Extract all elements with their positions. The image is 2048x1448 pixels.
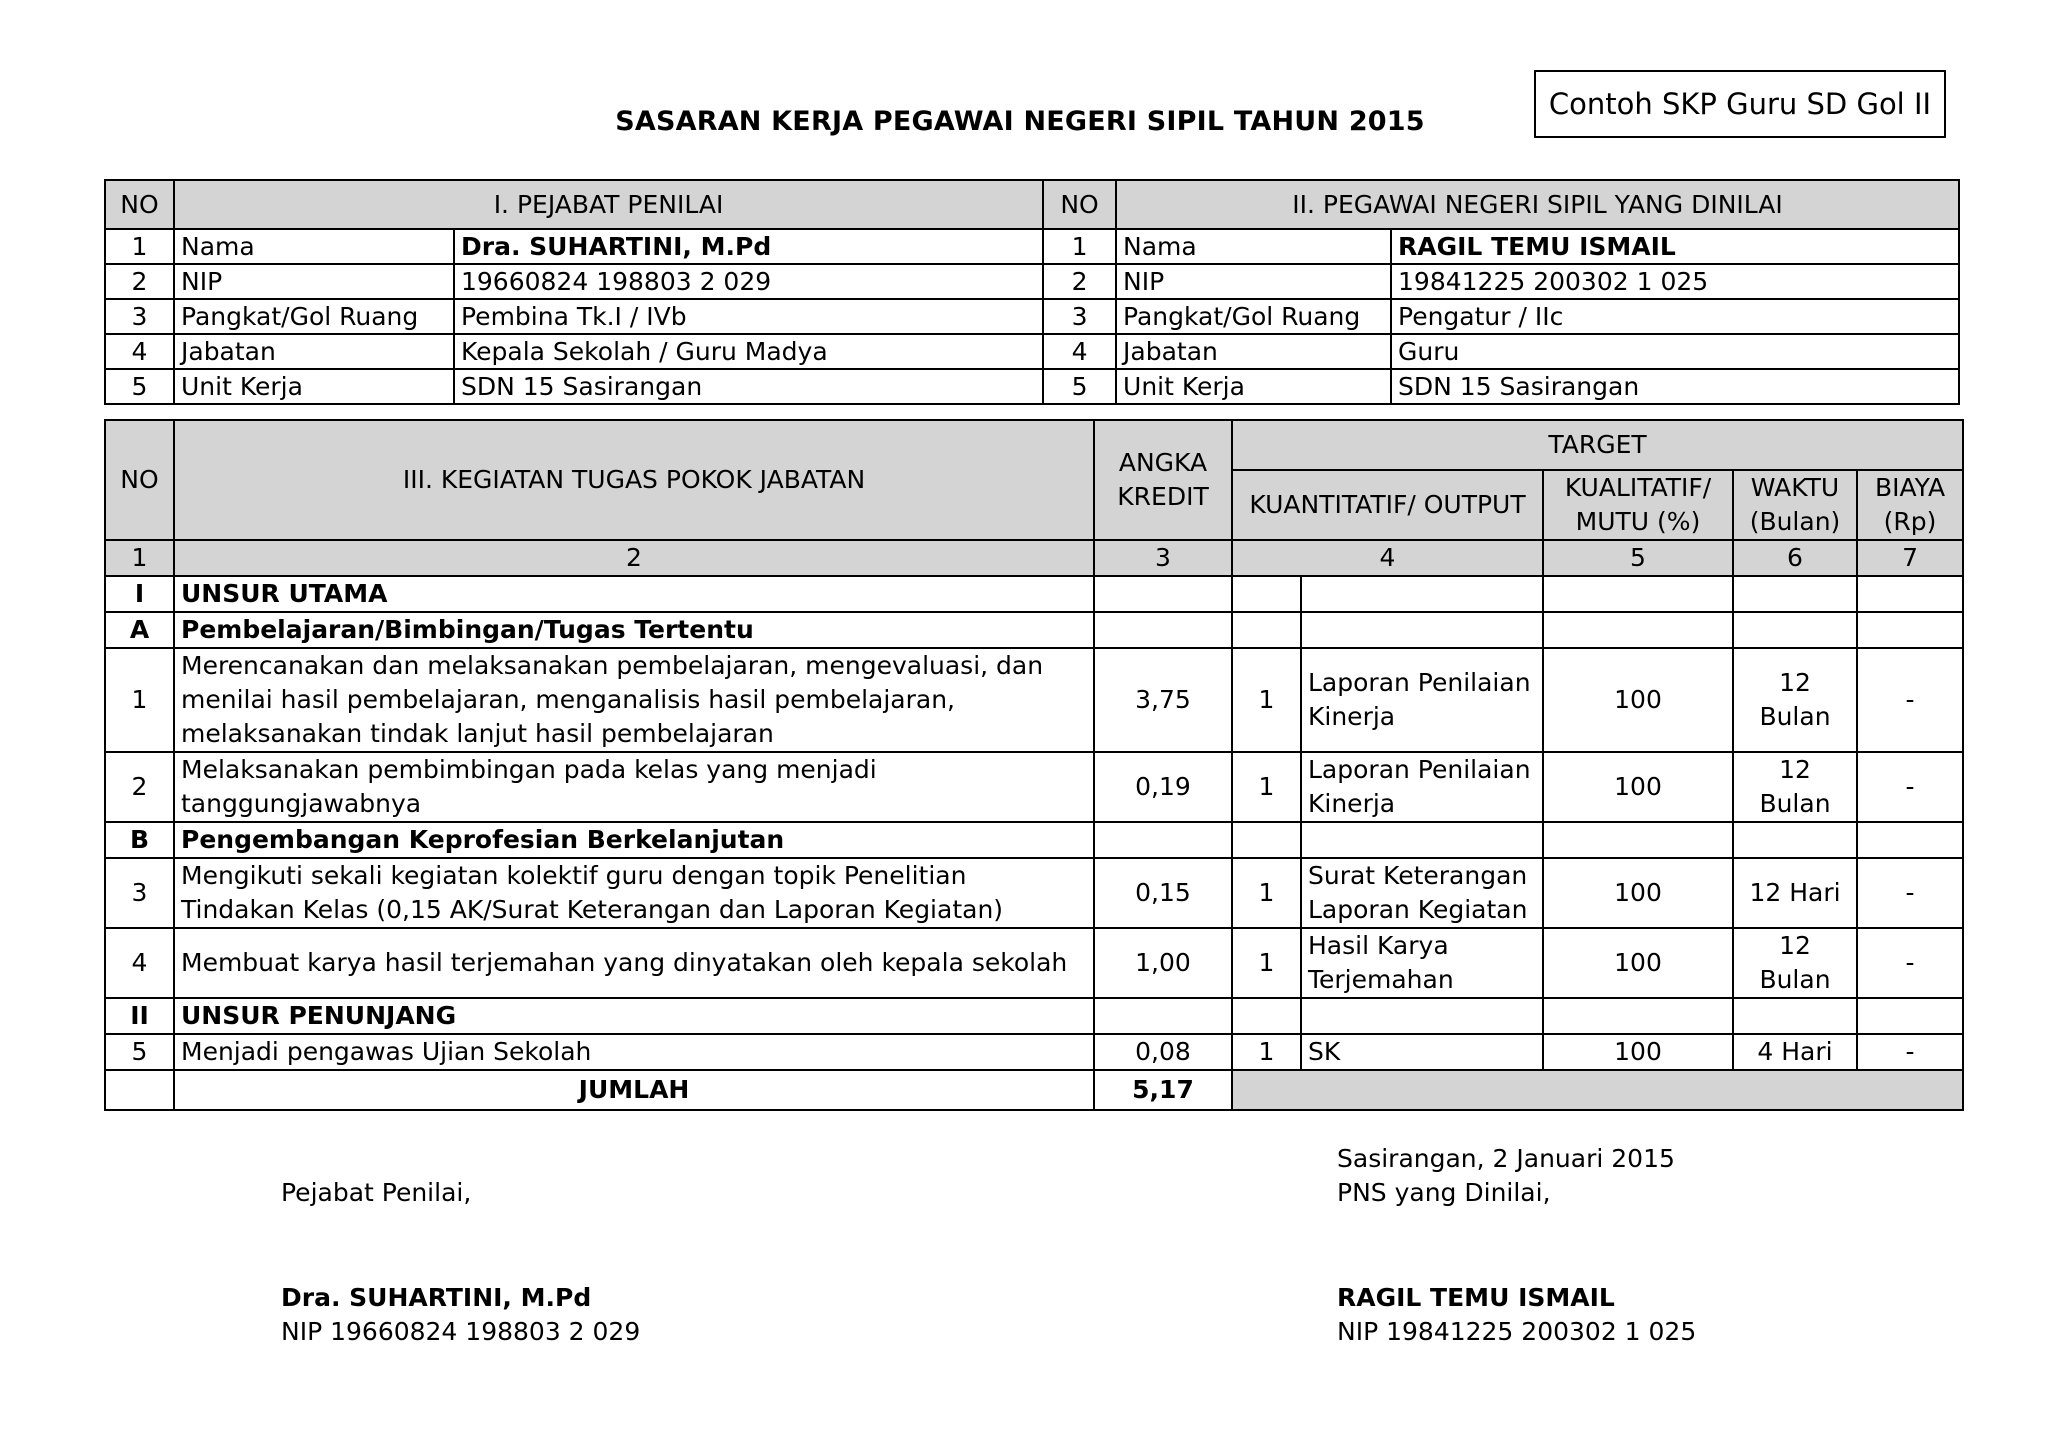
example-tag-label: Contoh SKP Guru SD Gol II — [1548, 87, 1932, 121]
task-output: Laporan Penilaian Kinerja — [1301, 648, 1543, 752]
task-header-target: TARGET — [1232, 420, 1963, 470]
place-date: Sasirangan, 2 Januari 2015 — [1337, 1144, 1675, 1173]
task-row — [105, 928, 1963, 998]
total-shaded-cell — [1232, 1070, 1963, 1110]
column-number: 7 — [1857, 540, 1963, 576]
row-value: RAGIL TEMU ISMAIL — [1391, 229, 1959, 264]
row-no: 5 — [105, 369, 174, 404]
row-no: 3 — [1043, 299, 1116, 334]
total-label: JUMLAH — [174, 1070, 1094, 1110]
task-no: 4 — [105, 928, 174, 998]
task-no: 2 — [105, 752, 174, 822]
identity-row — [105, 299, 1959, 334]
task-quantity: 1 — [1232, 928, 1301, 998]
row-no: 5 — [1043, 369, 1116, 404]
group-label: Pembelajaran/Bimbingan/Tugas Tertentu — [174, 612, 1094, 648]
column-number: 3 — [1094, 540, 1232, 576]
task-mutu: 100 — [1543, 1034, 1733, 1070]
task-no: 5 — [105, 1034, 174, 1070]
row-value: Guru — [1391, 334, 1959, 369]
group-row — [105, 612, 1963, 648]
task-header-waktu: WAKTU (Bulan) — [1733, 470, 1857, 540]
identity-header-penilai: I. PEJABAT PENILAI — [174, 180, 1043, 229]
left-signature-name: Dra. SUHARTINI, M.Pd — [281, 1283, 592, 1312]
right-signature-name: RAGIL TEMU ISMAIL — [1337, 1283, 1615, 1312]
task-header-no: NO — [105, 420, 174, 540]
identity-row — [105, 264, 1959, 299]
total-value: 5,17 — [1094, 1070, 1232, 1110]
right-signature-nip: NIP 19841225 200302 1 025 — [1337, 1317, 1697, 1346]
task-mutu: 100 — [1543, 858, 1733, 928]
task-mutu: 100 — [1543, 928, 1733, 998]
right-signature-role: PNS yang Dinilai, — [1337, 1178, 1551, 1207]
left-signature — [281, 1176, 471, 1210]
row-value: 19841225 200302 1 025 — [1391, 264, 1959, 299]
task-header-kualitatif: KUALITATIF/ MUTU (%) — [1543, 470, 1733, 540]
row-no: 2 — [105, 264, 174, 299]
task-waktu: 12 Hari — [1733, 858, 1857, 928]
row-no: 2 — [1043, 264, 1116, 299]
task-desc: Membuat karya hasil terjemahan yang dinyatakan oleh kepala sekolah — [174, 928, 1094, 998]
task-output: Laporan Penilaian Kinerja — [1301, 752, 1543, 822]
left-signature-id — [281, 1281, 640, 1349]
right-signature — [1337, 1142, 1675, 1210]
row-label: Nama — [1116, 229, 1391, 264]
row-value: SDN 15 Sasirangan — [454, 369, 1043, 404]
row-value: Dra. SUHARTINI, M.Pd — [454, 229, 1043, 264]
identity-header-no: NO — [105, 180, 174, 229]
row-label: NIP — [1116, 264, 1391, 299]
task-header-angka-kredit: ANGKA KREDIT — [1094, 420, 1232, 540]
row-value: Pembina Tk.I / IVb — [454, 299, 1043, 334]
task-row — [105, 858, 1963, 928]
task-angka-kredit: 3,75 — [1094, 648, 1232, 752]
group-label: Pengembangan Keprofesian Berkelanjutan — [174, 822, 1094, 858]
task-waktu: 12 Bulan — [1733, 928, 1857, 998]
task-biaya: - — [1857, 928, 1963, 998]
column-number: 4 — [1232, 540, 1543, 576]
task-biaya: - — [1857, 648, 1963, 752]
task-desc: Menjadi pengawas Ujian Sekolah — [174, 1034, 1094, 1070]
row-label: NIP — [174, 264, 454, 299]
identity-header-no2: NO — [1043, 180, 1116, 229]
task-desc: Merencanakan dan melaksanakan pembelajaran, mengevaluasi, dan menilai hasil pembelajaran, menganalisis hasil pembelajaran, melaksanakan tindak lanjut hasil pembelajaran — [174, 648, 1094, 752]
task-angka-kredit: 0,08 — [1094, 1034, 1232, 1070]
row-no: 1 — [1043, 229, 1116, 264]
task-quantity: 1 — [1232, 858, 1301, 928]
group-no: A — [105, 612, 174, 648]
task-header-kuantitatif: KUANTITATIF/ OUTPUT — [1232, 470, 1543, 540]
task-table — [104, 419, 1964, 1111]
row-no: 4 — [105, 334, 174, 369]
identity-row — [105, 229, 1959, 264]
section-no: I — [105, 576, 174, 612]
task-desc: Mengikuti sekali kegiatan kolektif guru dengan topik Penelitian Tindakan Kelas (0,15 AK/Surat Keterangan dan Laporan Kegiatan) — [174, 858, 1094, 928]
task-quantity: 1 — [1232, 648, 1301, 752]
task-row — [105, 752, 1963, 822]
column-number: 2 — [174, 540, 1094, 576]
row-label: Pangkat/Gol Ruang — [1116, 299, 1391, 334]
task-quantity: 1 — [1232, 1034, 1301, 1070]
identity-header-pns: II. PEGAWAI NEGERI SIPIL YANG DINILAI — [1116, 180, 1959, 229]
row-value: Pengatur / IIc — [1391, 299, 1959, 334]
left-signature-role: Pejabat Penilai, — [281, 1178, 472, 1207]
task-mutu: 100 — [1543, 752, 1733, 822]
task-biaya: - — [1857, 858, 1963, 928]
row-value: 19660824 198803 2 029 — [454, 264, 1043, 299]
section-no: II — [105, 998, 174, 1034]
task-quantity: 1 — [1232, 752, 1301, 822]
task-output: SK — [1301, 1034, 1543, 1070]
left-signature-nip: NIP 19660824 198803 2 029 — [281, 1317, 641, 1346]
column-number: 5 — [1543, 540, 1733, 576]
example-tag-box — [1534, 70, 1946, 138]
task-no: 3 — [105, 858, 174, 928]
column-number: 1 — [105, 540, 174, 576]
row-value: Kepala Sekolah / Guru Madya — [454, 334, 1043, 369]
section-row — [105, 576, 1963, 612]
section-label: UNSUR UTAMA — [174, 576, 1094, 612]
section-row — [105, 998, 1963, 1034]
task-angka-kredit: 1,00 — [1094, 928, 1232, 998]
row-no: 3 — [105, 299, 174, 334]
task-angka-kredit: 0,15 — [1094, 858, 1232, 928]
row-label: Jabatan — [1116, 334, 1391, 369]
group-row — [105, 822, 1963, 858]
column-number: 6 — [1733, 540, 1857, 576]
document-title: SASARAN KERJA PEGAWAI NEGERI SIPIL TAHUN 2015 — [615, 106, 1425, 137]
task-mutu: 100 — [1543, 648, 1733, 752]
row-label: Nama — [174, 229, 454, 264]
task-row — [105, 648, 1963, 752]
task-biaya: - — [1857, 1034, 1963, 1070]
section-label: UNSUR PENUNJANG — [174, 998, 1094, 1034]
task-row — [105, 1034, 1963, 1070]
task-header-kegiatan: III. KEGIATAN TUGAS POKOK JABATAN — [174, 420, 1094, 540]
task-desc: Melaksanakan pembimbingan pada kelas yang menjadi tanggungjawabnya — [174, 752, 1094, 822]
task-waktu: 4 Hari — [1733, 1034, 1857, 1070]
row-label: Pangkat/Gol Ruang — [174, 299, 454, 334]
task-waktu: 12 Bulan — [1733, 648, 1857, 752]
row-label: Jabatan — [174, 334, 454, 369]
right-signature-id — [1337, 1281, 1696, 1349]
task-header-row — [105, 420, 1963, 470]
task-header-biaya: BIAYA (Rp) — [1857, 470, 1963, 540]
column-number-row — [105, 540, 1963, 576]
row-no: 4 — [1043, 334, 1116, 369]
task-waktu: 12 Bulan — [1733, 752, 1857, 822]
total-row — [105, 1070, 1963, 1110]
row-no: 1 — [105, 229, 174, 264]
identity-table — [104, 179, 1960, 405]
task-output: Surat Keterangan Laporan Kegiatan — [1301, 858, 1543, 928]
row-label: Unit Kerja — [1116, 369, 1391, 404]
identity-row — [105, 334, 1959, 369]
task-no: 1 — [105, 648, 174, 752]
identity-row — [105, 369, 1959, 404]
task-output: Hasil Karya Terjemahan — [1301, 928, 1543, 998]
identity-header-row — [105, 180, 1959, 229]
task-angka-kredit: 0,19 — [1094, 752, 1232, 822]
group-no: B — [105, 822, 174, 858]
row-label: Unit Kerja — [174, 369, 454, 404]
row-value: SDN 15 Sasirangan — [1391, 369, 1959, 404]
task-biaya: - — [1857, 752, 1963, 822]
